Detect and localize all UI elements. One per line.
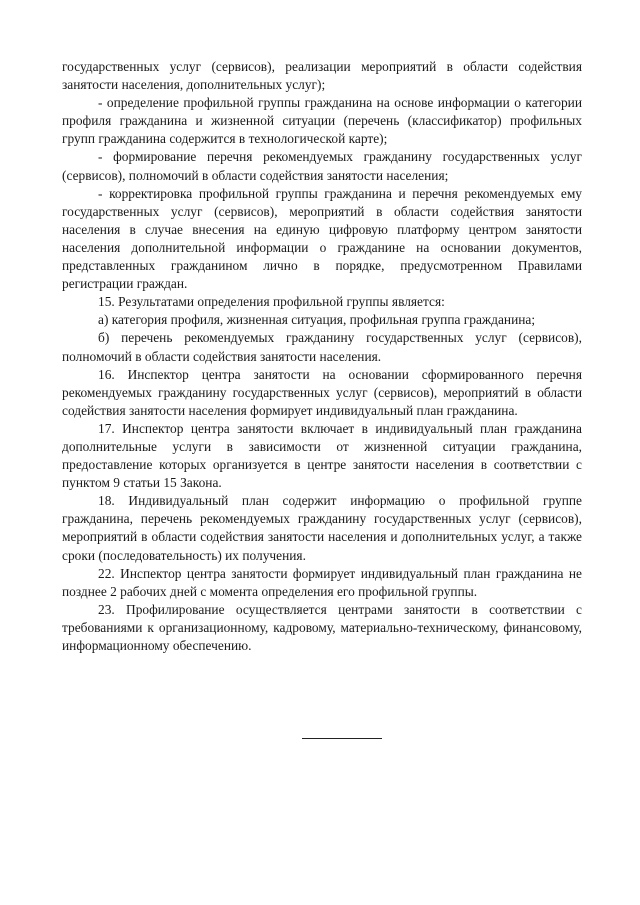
paragraph-item-15-a: а) категория профиля, жизненная ситуация, профильная группа гражданина; (98, 312, 536, 328)
paragraph-continuation: государственных услуг (сервисов), реализации мероприятий в области содействия занятости населения, дополнительных услуг); (62, 59, 582, 93)
paragraph-item-23: 23. Профилирование осуществляется центрами занятости в соответствии с требованиями к организационному, кадровому, материально-техническому, финансовому, информационному обеспечению. (62, 601, 582, 653)
paragraph-item-15: 15. Результатами определения профильной группы является: (98, 294, 445, 310)
paragraph-profile-correction: - корректировка профильной группы гражданина и перечня рекомендуемых ему государственных услуг (сервисов), мероприятий в области содействия занятости населения в случае внесения на единую цифровую платформу центром занятости населения дополнительной информации о гражданине на основании документов, представленных гражданином лично в порядке, предусмотренном Правилами регистрации граждан. (62, 185, 582, 292)
paragraph-profile-group-definition: - определение профильной группы гражданина на основе информации о категории профиля гражданина и жизненной ситуации (перечень (классификатор) профильных групп гражданина содержится в технологической карте); (62, 95, 582, 147)
paragraph-item-17: 17. Инспектор центра занятости включает в индивидуальный план гражданина дополнительные услуги в зависимости от жизненной ситуации гражданина, предоставление которых организуется в центре занятости населения в соответствии с пунктом 9 статьи 15 Закона. (62, 420, 582, 491)
paragraph-item-16: 16. Инспектор центра занятости на основании сформированного перечня рекомендуемых гражданину государственных услуг (сервисов), мероприятий в области содействия занятости населения формирует индивидуальный план гражданина. (62, 366, 582, 418)
document-body (62, 58, 582, 655)
paragraph-item-22: 22. Инспектор центра занятости формирует индивидуальный план гражданина не позднее 2 рабочих дней с момента определения его профильной группы. (62, 565, 582, 599)
paragraph-services-list-formation: - формирование перечня рекомендуемых гражданину государственных услуг (сервисов), полномочий в области содействия занятости населения; (62, 149, 582, 183)
paragraph-item-15-b: б) перечень рекомендуемых гражданину государственных услуг (сервисов), полномочий в области содействия занятости населения. (62, 330, 582, 364)
paragraph-item-18: 18. Индивидуальный план содержит информацию о профильной группе гражданина, перечень рекомендуемых гражданину государственных услуг (сервисов), мероприятий в области содействия занятости населения и дополнительных услуг, а также сроки (последовательность) их получения. (62, 493, 582, 563)
closing-divider (302, 738, 382, 739)
